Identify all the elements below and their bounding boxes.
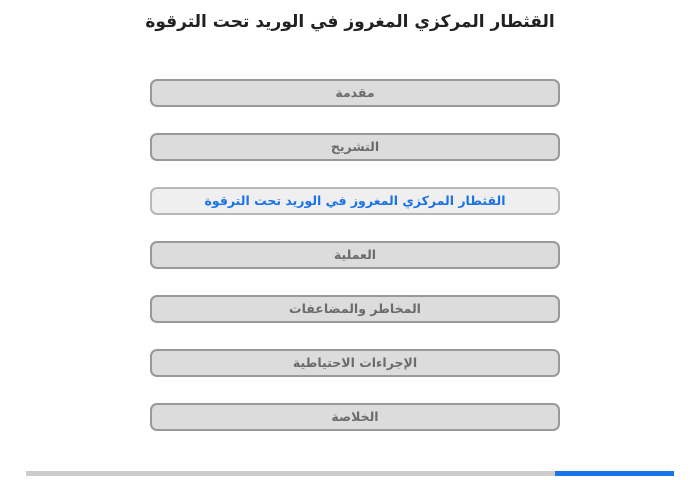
menu-item-risks-complications[interactable]: المخاطر والمضاعفات [150,295,560,323]
menu-item-anatomy[interactable]: التشريح [150,133,560,161]
page-title: القثطار المركزي المغروز في الوريد تحت الترقوة [145,12,555,32]
menu-item-introduction[interactable]: مقدمة [150,79,560,107]
chapter-menu [150,79,560,457]
menu-item-precautions[interactable]: الإجراءات الاحتياطية [150,349,560,377]
progress-bar-fill [555,471,674,476]
menu-item-summary[interactable]: الخلاصة [150,403,560,431]
menu-item-procedure[interactable]: العملية [150,241,560,269]
progress-bar [26,471,674,476]
menu-item-subclavian-catheter[interactable]: القثطار المركزي المغروز في الوريد تحت الترقوة [150,187,560,215]
